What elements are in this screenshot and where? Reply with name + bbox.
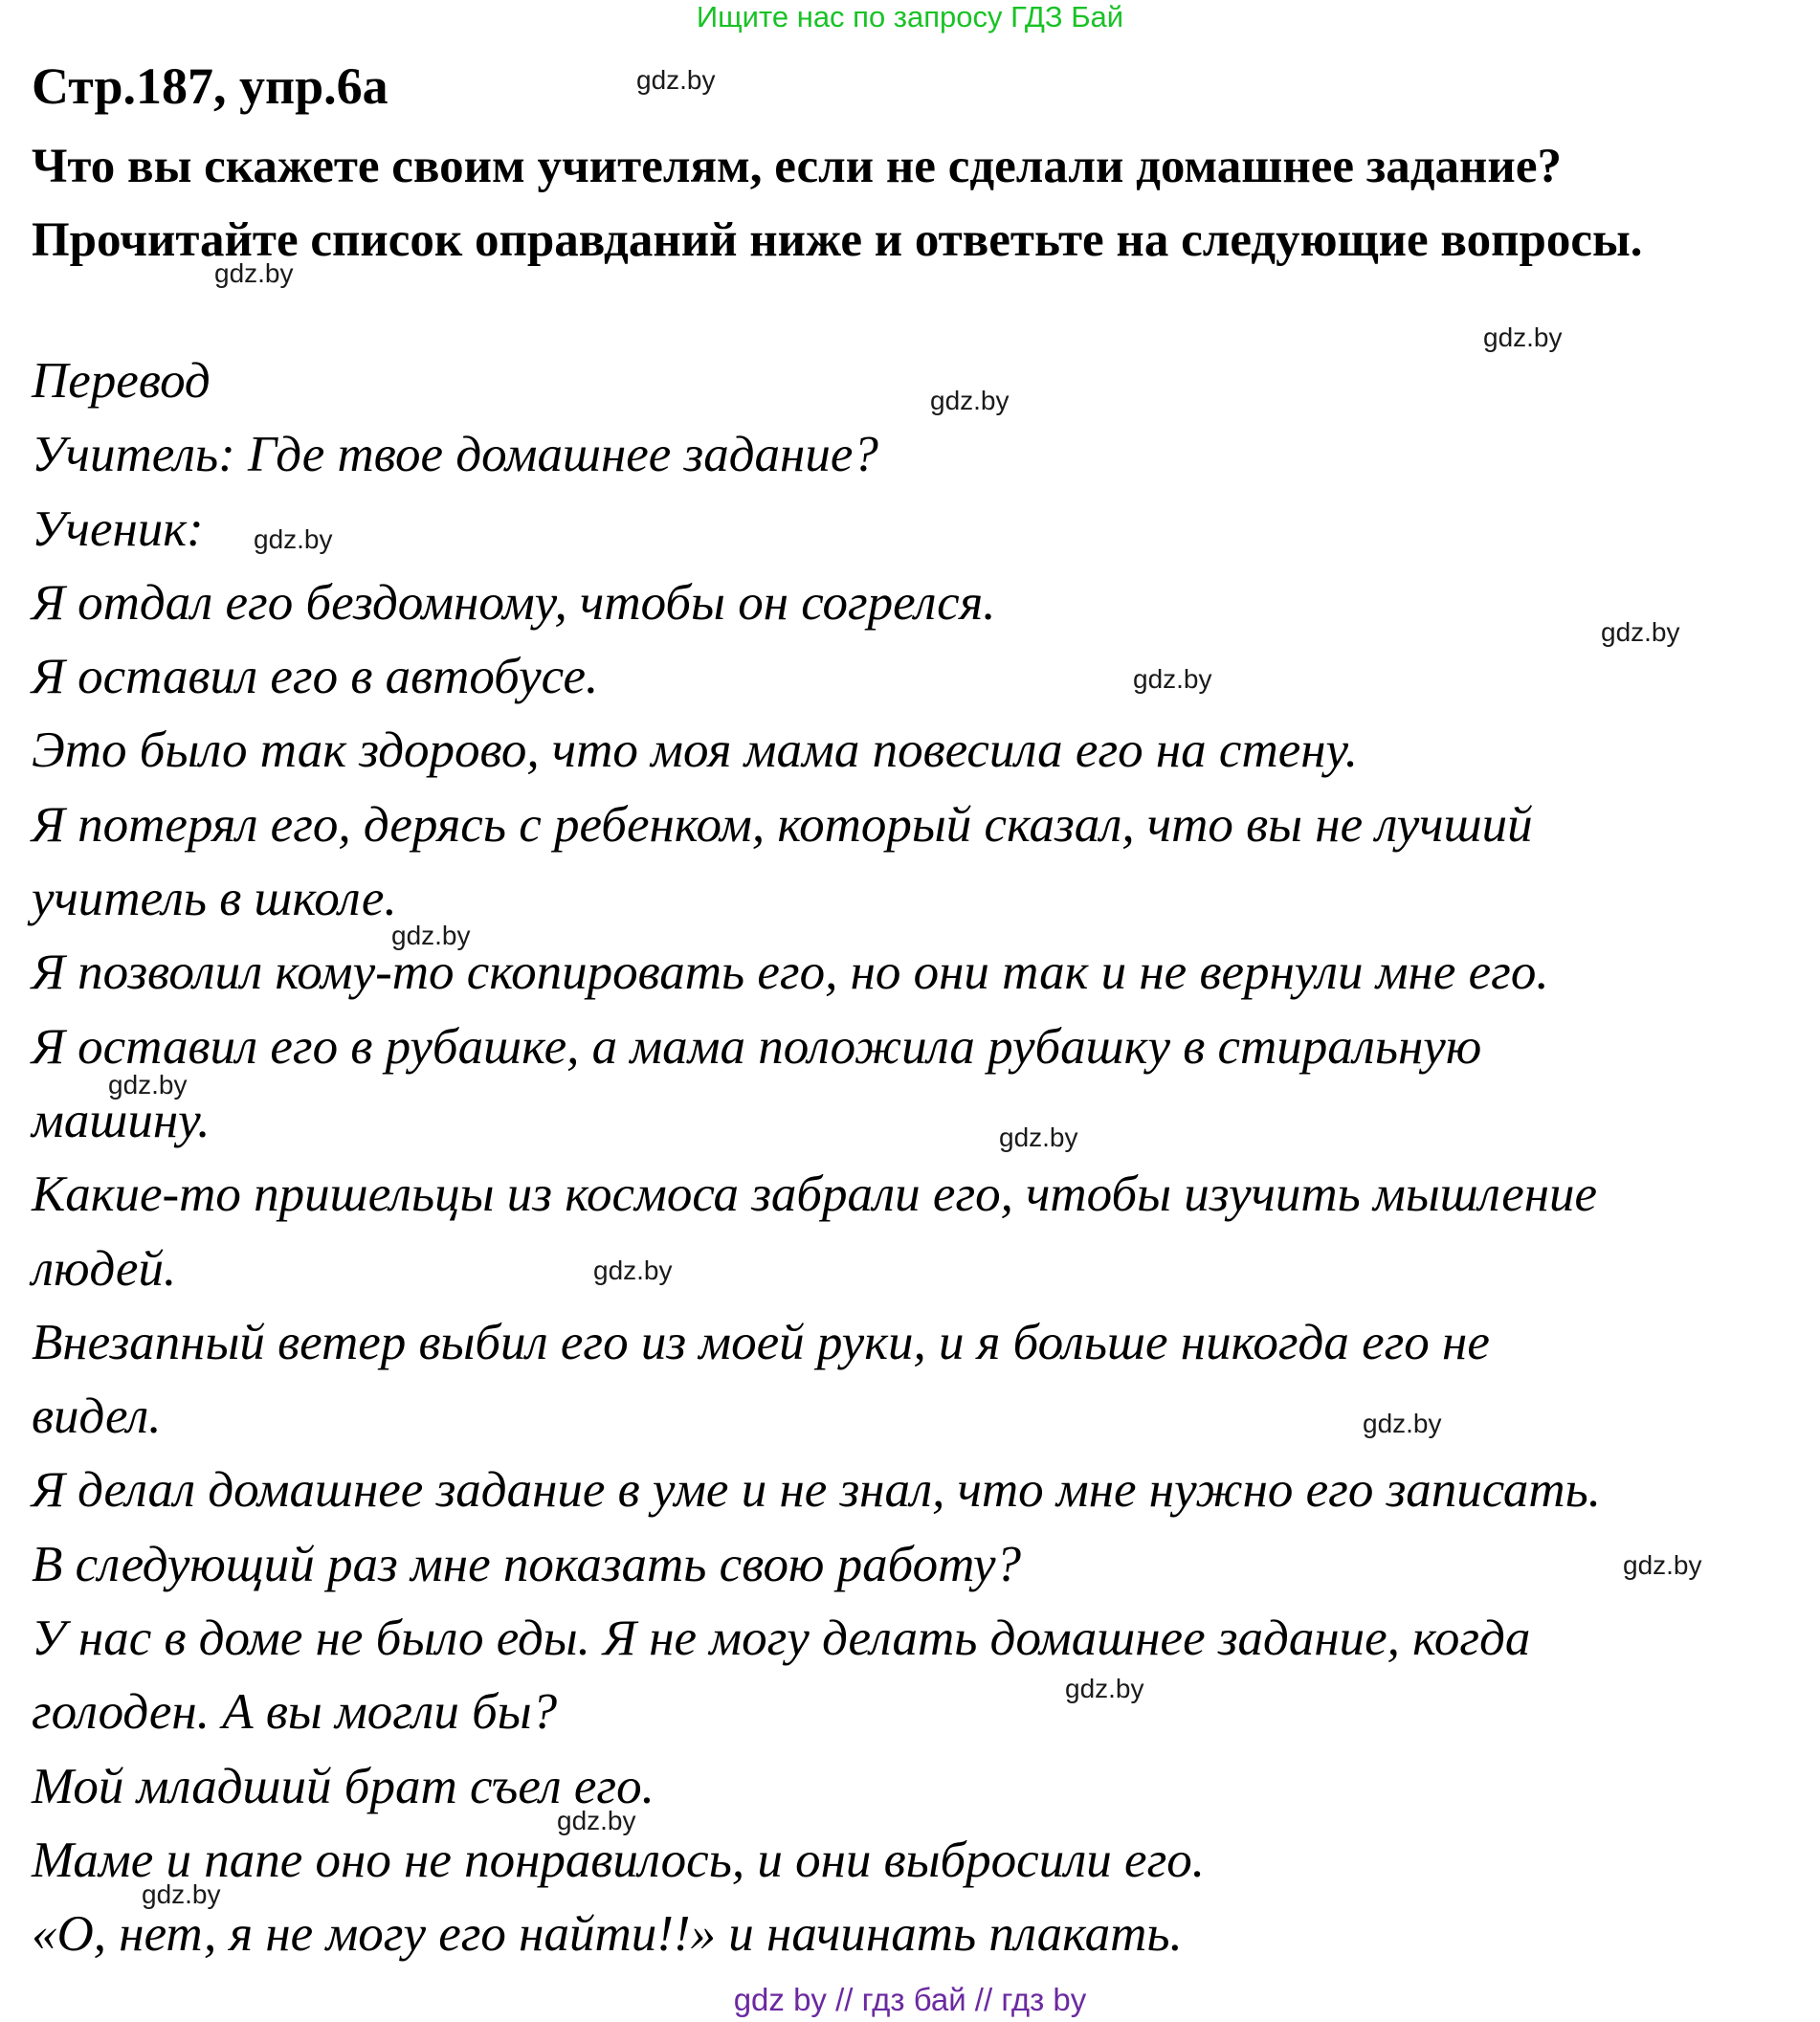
watermark: gdz.by bbox=[391, 921, 471, 950]
watermark: gdz.by bbox=[999, 1122, 1078, 1152]
text-line: Я оставил его в автобусе. bbox=[32, 649, 599, 705]
text-line: Перевод bbox=[32, 353, 211, 409]
text-line: У нас в доме не было еды. Я не могу делать домашнее задание, когда bbox=[32, 1611, 1531, 1667]
watermark: gdz.by bbox=[557, 1806, 636, 1835]
text-line: Я оставил его в рубашке, а мама положила рубашку в стиральную bbox=[32, 1018, 1482, 1075]
watermark: gdz.by bbox=[142, 1879, 221, 1909]
text-line: Мой младший брат съел его. bbox=[32, 1758, 655, 1814]
text-line: В следующий раз мне показать свою работу? bbox=[32, 1536, 1022, 1592]
exercise-task: Что вы скажете своим учителям, если не сделали домашнее задание? Прочитайте список оправданий ниже и ответьте на следующие вопросы. bbox=[32, 140, 1643, 267]
footer-links: gdz by // гдз бай // гдз by bbox=[733, 1982, 1087, 2017]
watermark: gdz.by bbox=[1065, 1674, 1144, 1703]
text-line: Я потерял его, дерясь с ребенком, который сказал, что вы не лучший bbox=[32, 796, 1533, 853]
watermark: gdz.by bbox=[214, 258, 294, 288]
text-line: Какие-то пришельцы из космоса забрали его, чтобы изучить мышление bbox=[32, 1167, 1598, 1223]
text-line: голоден. А вы могли бы? bbox=[32, 1684, 558, 1741]
watermark: gdz.by bbox=[636, 65, 716, 95]
text-line: «О, нет, я не могу его найти!!» и начинать плакать. bbox=[32, 1906, 1183, 1963]
watermark: gdz.by bbox=[1483, 322, 1563, 352]
text-line: Я отдал его бездомному, чтобы он согрелся. bbox=[32, 574, 996, 631]
text-line: видел. bbox=[32, 1389, 162, 1445]
text-line: Я позволил кому-то скопировать его, но они так и не вернули мне его. bbox=[32, 944, 1549, 1001]
text-line: машину. bbox=[32, 1092, 211, 1148]
watermark: gdz.by bbox=[254, 524, 333, 554]
text-line: Маме и папе оно не понравилось, и они выбросили его. bbox=[32, 1832, 1206, 1888]
watermark: gdz.by bbox=[930, 386, 1010, 415]
watermark: gdz.by bbox=[593, 1255, 673, 1285]
watermark: gdz.by bbox=[1133, 664, 1212, 694]
page-title: Стр.187, упр.6а bbox=[32, 57, 388, 115]
text-line: людей. bbox=[32, 1240, 177, 1297]
text-line: Я делал домашнее задание в уме и не знал, что мне нужно его записать. bbox=[32, 1462, 1602, 1519]
search-banner: Ищите нас по запросу ГДЗ Бай bbox=[696, 0, 1124, 33]
translation-text bbox=[32, 344, 1811, 1972]
watermark: gdz.by bbox=[1363, 1409, 1442, 1438]
text-line: Учитель: Где твое домашнее задание? bbox=[32, 427, 878, 483]
watermark: gdz.by bbox=[108, 1070, 188, 1100]
watermark: gdz.by bbox=[1623, 1550, 1702, 1580]
watermark: gdz.by bbox=[1601, 617, 1680, 647]
text-line: Это было так здорово, что моя мама повесила его на стену. bbox=[32, 722, 1358, 779]
text-line: учитель в школе. bbox=[32, 871, 397, 927]
text-line: Ученик: bbox=[32, 500, 204, 557]
text-line: Внезапный ветер выбил его из моей руки, и я больше никогда его не bbox=[32, 1314, 1490, 1370]
